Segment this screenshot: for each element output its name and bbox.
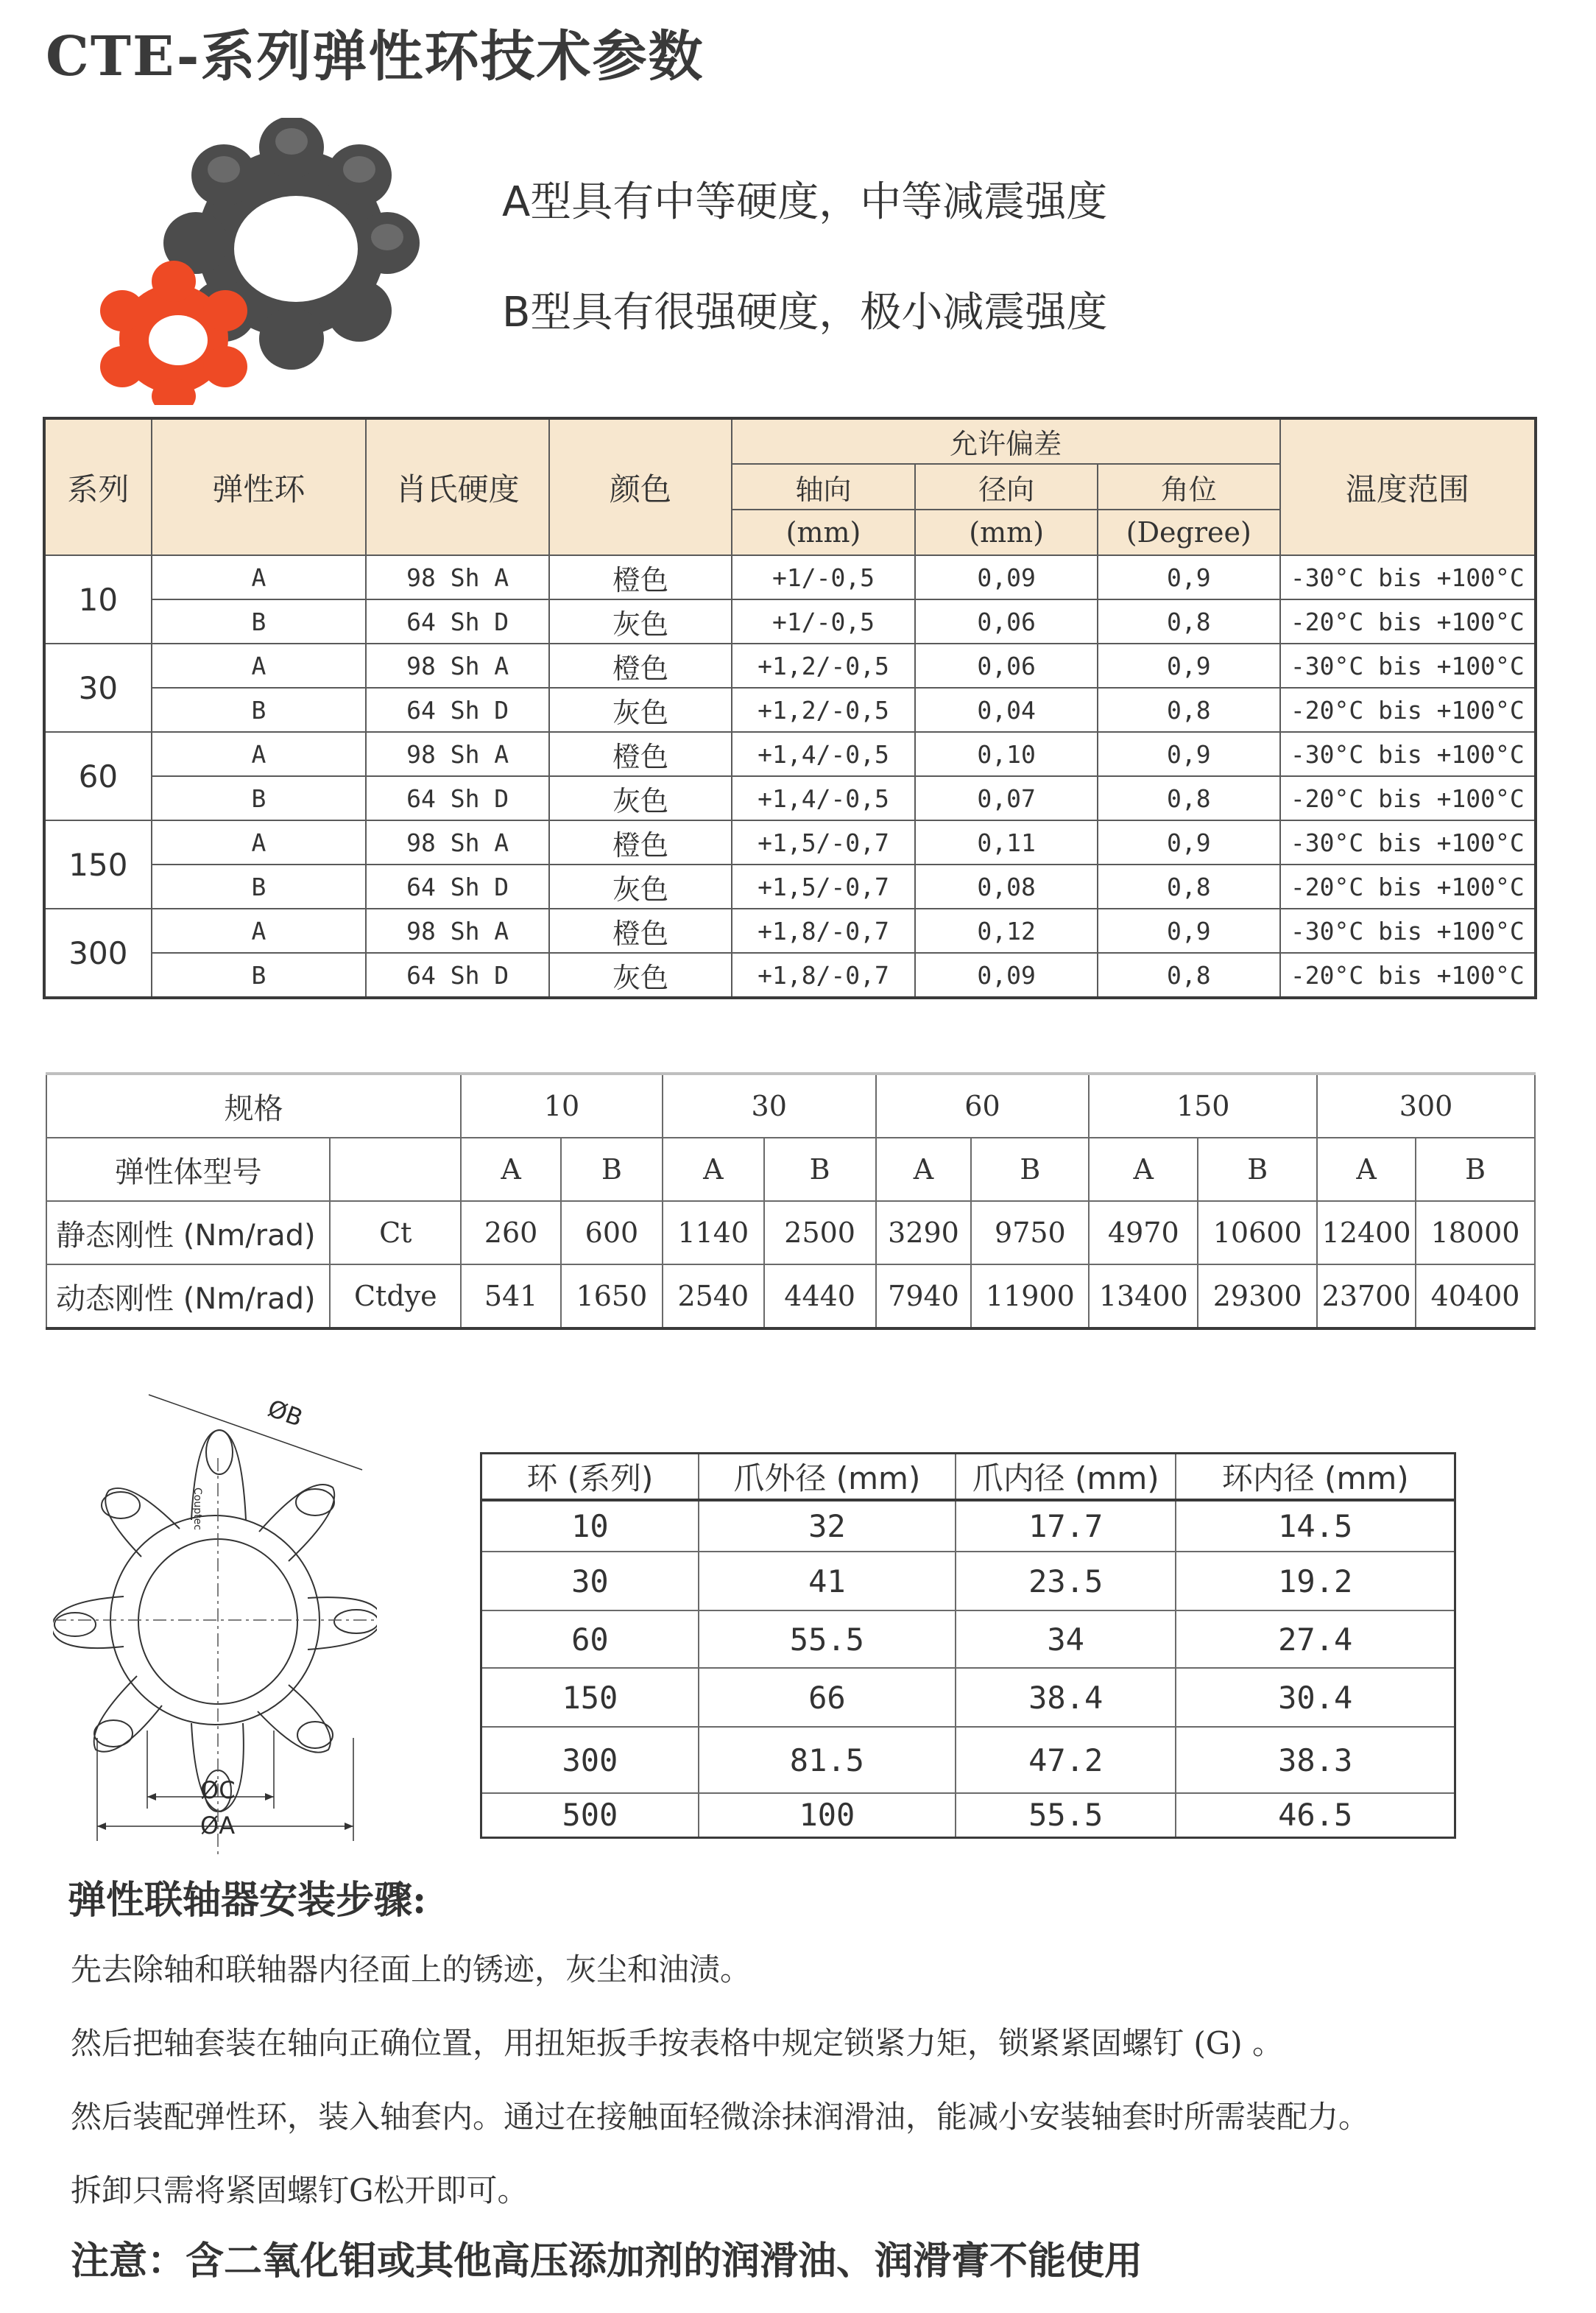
table-row	[44, 820, 1536, 865]
hardness-cell: 98 Sh A	[366, 820, 549, 865]
cell: 19.2	[1176, 1552, 1455, 1610]
dimension-table	[480, 1452, 1456, 1839]
cell: 41	[699, 1552, 956, 1610]
model-cell: B	[971, 1138, 1089, 1201]
header-axial-unit: (mm)	[732, 510, 916, 555]
static-stiffness-label: 静态刚性 (Nm/rad)	[46, 1201, 330, 1264]
angle-cell: 0,9	[1098, 555, 1280, 599]
axial-cell: +1,5/-0,7	[732, 865, 916, 909]
series-cell: 30	[44, 644, 152, 732]
cell: 32	[699, 1500, 956, 1552]
static-value: 12400	[1317, 1201, 1416, 1264]
dynamic-value: 11900	[971, 1264, 1089, 1328]
axial-cell: +1/-0,5	[732, 555, 916, 599]
cell: 34	[956, 1610, 1176, 1668]
spec-label: 规格	[46, 1074, 461, 1138]
install-step: 然后把轴套装在轴向正确位置，用扭矩扳手按表格中规定锁紧力矩，锁紧紧固螺钉 (G) 。	[71, 2025, 1284, 2061]
page-title: CTE-系列弹性环技术参数	[46, 25, 705, 88]
warning-note: 注意：含二氧化钼或其他高压添加剂的润滑油、润滑膏不能使用	[71, 2239, 1143, 2284]
angle-cell: 0,8	[1098, 953, 1280, 998]
dynamic-value: 40400	[1416, 1264, 1535, 1328]
dynamic-value: 1650	[561, 1264, 663, 1328]
header-color: 颜色	[549, 418, 731, 555]
series-cell: 60	[44, 732, 152, 820]
model-cell: A	[1317, 1138, 1416, 1201]
temperature-cell: -20°C bis +100°C	[1280, 953, 1536, 998]
color-cell: 橙色	[549, 732, 731, 776]
model-cell: B	[764, 1138, 876, 1201]
feature-type-b: B型具有很强硬度，极小减震强度	[502, 289, 1108, 337]
color-cell: 灰色	[549, 776, 731, 820]
ring-cell: B	[152, 599, 366, 644]
axial-cell: +1,4/-0,5	[732, 732, 916, 776]
radial-cell: 0,06	[915, 644, 1098, 688]
table-row	[44, 909, 1536, 953]
cell: 66	[699, 1668, 956, 1727]
temperature-cell: -30°C bis +100°C	[1280, 820, 1536, 865]
table-row	[44, 732, 1536, 776]
axial-cell: +1,8/-0,7	[732, 909, 916, 953]
header-angle: 角位	[1098, 464, 1280, 510]
cell: 38.4	[956, 1668, 1176, 1727]
cell: 47.2	[956, 1727, 1176, 1793]
static-value: 10600	[1198, 1201, 1317, 1264]
ring-cell: B	[152, 776, 366, 820]
color-cell: 灰色	[549, 599, 731, 644]
temperature-cell: -20°C bis +100°C	[1280, 688, 1536, 732]
model-cell: A	[1089, 1138, 1198, 1201]
radial-cell: 0,08	[915, 865, 1098, 909]
spec-cell: 150	[1089, 1074, 1317, 1138]
angle-cell: 0,8	[1098, 599, 1280, 644]
radial-cell: 0,06	[915, 599, 1098, 644]
install-step: 先去除轴和联轴器内径面上的锈迹，灰尘和油渍。	[71, 1951, 752, 1988]
temperature-cell: -30°C bis +100°C	[1280, 644, 1536, 688]
angle-cell: 0,9	[1098, 644, 1280, 688]
cell: 17.7	[956, 1500, 1176, 1552]
hardness-cell: 64 Sh D	[366, 688, 549, 732]
dimension-label-a: ØA	[200, 1812, 236, 1840]
cell: 500	[481, 1793, 699, 1837]
ring-cell: A	[152, 732, 366, 776]
dynamic-value: 4440	[764, 1264, 876, 1328]
install-title: 弹性联轴器安装步骤:	[68, 1878, 427, 1923]
table-row	[481, 1610, 1455, 1668]
table-row	[44, 555, 1536, 599]
model-cell: A	[461, 1138, 561, 1201]
static-value: 1140	[663, 1201, 764, 1264]
static-value: 4970	[1089, 1201, 1198, 1264]
cell: 81.5	[699, 1727, 956, 1793]
ring-cell: B	[152, 865, 366, 909]
temperature-cell: -30°C bis +100°C	[1280, 909, 1536, 953]
ring-cell: A	[152, 820, 366, 865]
brand-mark: Couptec	[191, 1488, 203, 1530]
install-step: 然后装配弹性环，装入轴套内。通过在接触面轻微涂抹润滑油，能减小安装轴套时所需装配力。	[71, 2099, 1370, 2135]
static-value: 9750	[971, 1201, 1089, 1264]
hardness-cell: 98 Sh A	[366, 644, 549, 688]
radial-cell: 0,04	[915, 688, 1098, 732]
dynamic-value: 29300	[1198, 1264, 1317, 1328]
color-cell: 橙色	[549, 644, 731, 688]
model-label: 弹性体型号	[46, 1138, 330, 1201]
temperature-cell: -20°C bis +100°C	[1280, 599, 1536, 644]
cell: 27.4	[1176, 1610, 1455, 1668]
radial-cell: 0,09	[915, 555, 1098, 599]
model-cell: A	[663, 1138, 764, 1201]
spec-cell: 30	[663, 1074, 876, 1138]
feature-type-a: A型具有中等硬度，中等减震强度	[502, 178, 1108, 226]
hardness-cell: 64 Sh D	[366, 953, 549, 998]
radial-cell: 0,07	[915, 776, 1098, 820]
color-cell: 灰色	[549, 953, 731, 998]
cell: 38.3	[1176, 1727, 1455, 1793]
temperature-cell: -30°C bis +100°C	[1280, 732, 1536, 776]
header-series: 系列	[44, 418, 152, 555]
hardness-cell: 98 Sh A	[366, 732, 549, 776]
ring-cell: A	[152, 909, 366, 953]
ring-cell: B	[152, 953, 366, 998]
static-value: 2500	[764, 1201, 876, 1264]
ring-cell: B	[152, 688, 366, 732]
dimension-label-b: ØB	[264, 1394, 307, 1432]
table-row	[44, 776, 1536, 820]
axial-cell: +1,8/-0,7	[732, 953, 916, 998]
header-ring-inner: 环内径 (mm)	[1176, 1454, 1455, 1501]
dynamic-stiffness-label: 动态刚性 (Nm/rad)	[46, 1264, 330, 1328]
header-temperature: 温度范围	[1280, 418, 1536, 555]
cell: 55.5	[699, 1610, 956, 1668]
header-radial-unit: (mm)	[915, 510, 1098, 555]
axial-cell: +1/-0,5	[732, 599, 916, 644]
radial-cell: 0,11	[915, 820, 1098, 865]
spec-cell: 60	[876, 1074, 1090, 1138]
model-cell: A	[876, 1138, 972, 1201]
static-value: 260	[461, 1201, 561, 1264]
series-cell: 150	[44, 820, 152, 909]
axial-cell: +1,2/-0,5	[732, 688, 916, 732]
hardness-cell: 64 Sh D	[366, 865, 549, 909]
dynamic-value: 23700	[1317, 1264, 1416, 1328]
axial-cell: +1,5/-0,7	[732, 820, 916, 865]
spec-cell: 300	[1317, 1074, 1535, 1138]
radial-cell: 0,12	[915, 909, 1098, 953]
header-ring-series: 环 (系列)	[481, 1454, 699, 1501]
table-row	[481, 1727, 1455, 1793]
stiffness-table	[46, 1072, 1536, 1330]
cell: 10	[481, 1500, 699, 1552]
spec-cell: 10	[461, 1074, 663, 1138]
model-cell: B	[1416, 1138, 1535, 1201]
series-cell: 10	[44, 555, 152, 644]
radial-cell: 0,10	[915, 732, 1098, 776]
static-symbol: Ct	[330, 1201, 461, 1264]
static-value: 18000	[1416, 1201, 1535, 1264]
hardness-cell: 98 Sh A	[366, 555, 549, 599]
header-ring: 弹性环	[152, 418, 366, 555]
color-cell: 橙色	[549, 909, 731, 953]
table-row	[481, 1668, 1455, 1727]
table-row	[481, 1500, 1455, 1552]
axial-cell: +1,4/-0,5	[732, 776, 916, 820]
temperature-cell: -20°C bis +100°C	[1280, 865, 1536, 909]
header-claw-outer: 爪外径 (mm)	[699, 1454, 956, 1501]
header-tolerance: 允许偏差	[732, 418, 1280, 464]
header-claw-inner: 爪内径 (mm)	[956, 1454, 1176, 1501]
header-angle-unit: (Degree)	[1098, 510, 1280, 555]
table-row	[44, 644, 1536, 688]
static-value: 600	[561, 1201, 663, 1264]
table-row	[44, 688, 1536, 732]
hardness-cell: 98 Sh A	[366, 909, 549, 953]
axial-cell: +1,2/-0,5	[732, 644, 916, 688]
temperature-cell: -20°C bis +100°C	[1280, 776, 1536, 820]
cell: 14.5	[1176, 1500, 1455, 1552]
temperature-cell: -30°C bis +100°C	[1280, 555, 1536, 599]
dimension-label-c: ØC	[200, 1776, 236, 1804]
table-row	[44, 865, 1536, 909]
angle-cell: 0,8	[1098, 865, 1280, 909]
angle-cell: 0,8	[1098, 776, 1280, 820]
cell: 300	[481, 1727, 699, 1793]
cell: 55.5	[956, 1793, 1176, 1837]
radial-cell: 0,09	[915, 953, 1098, 998]
dynamic-symbol: Ctdye	[330, 1264, 461, 1328]
ring-cell: A	[152, 555, 366, 599]
angle-cell: 0,9	[1098, 732, 1280, 776]
install-step: 拆卸只需将紧固螺钉G松开即可。	[71, 2172, 529, 2208]
spider-ring-photo	[71, 118, 453, 405]
ring-cell: A	[152, 644, 366, 688]
cell: 100	[699, 1793, 956, 1837]
table-row	[44, 599, 1536, 644]
cell: 30.4	[1176, 1668, 1455, 1727]
dynamic-value: 541	[461, 1264, 561, 1328]
header-axial: 轴向	[732, 464, 916, 510]
angle-cell: 0,9	[1098, 909, 1280, 953]
empty-cell	[330, 1138, 461, 1201]
model-cell: B	[561, 1138, 663, 1201]
dynamic-value: 2540	[663, 1264, 764, 1328]
header-hardness: 肖氏硬度	[366, 418, 549, 555]
model-cell: B	[1198, 1138, 1317, 1201]
table-row	[481, 1793, 1455, 1837]
cell: 30	[481, 1552, 699, 1610]
cell: 60	[481, 1610, 699, 1668]
color-cell: 灰色	[549, 865, 731, 909]
color-cell: 橙色	[549, 820, 731, 865]
series-cell: 300	[44, 909, 152, 998]
spec-table-tolerance	[43, 417, 1537, 999]
table-row	[481, 1552, 1455, 1610]
hardness-cell: 64 Sh D	[366, 776, 549, 820]
angle-cell: 0,8	[1098, 688, 1280, 732]
cell: 150	[481, 1668, 699, 1727]
color-cell: 橙色	[549, 555, 731, 599]
hardness-cell: 64 Sh D	[366, 599, 549, 644]
cell: 46.5	[1176, 1793, 1455, 1837]
static-value: 3290	[876, 1201, 972, 1264]
dynamic-value: 13400	[1089, 1264, 1198, 1328]
header-radial: 径向	[915, 464, 1098, 510]
angle-cell: 0,9	[1098, 820, 1280, 865]
dynamic-value: 7940	[876, 1264, 972, 1328]
cell: 23.5	[956, 1552, 1176, 1610]
color-cell: 灰色	[549, 688, 731, 732]
table-row	[44, 953, 1536, 998]
